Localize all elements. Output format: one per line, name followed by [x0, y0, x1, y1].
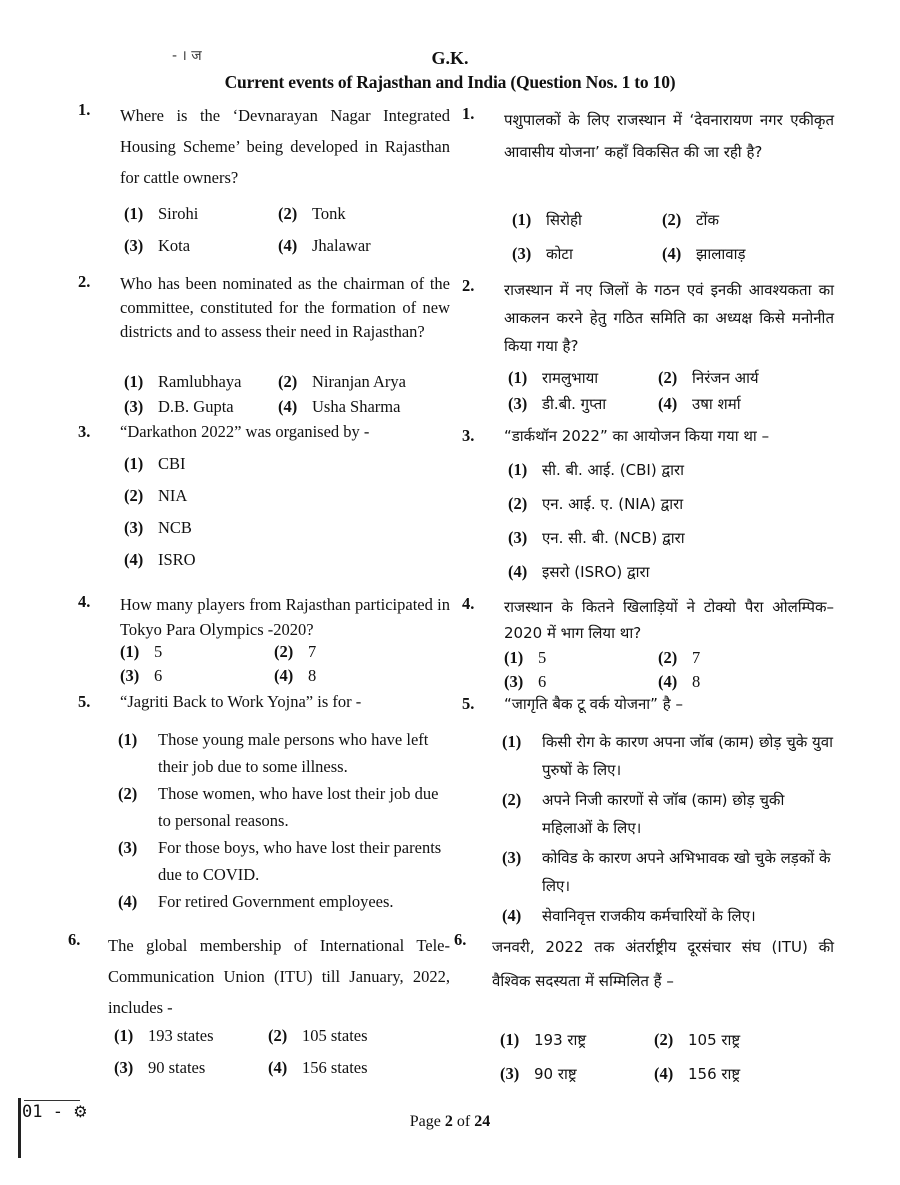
option-4: (4) इसरो (ISRO) द्वारा	[508, 562, 650, 581]
question-text: जनवरी, 2022 तक अंतर्राष्ट्रीय दूरसंचार संघ (ITU) की वैश्विक सदस्यता में सम्मिलित हैं –	[492, 938, 834, 990]
question-3-en	[78, 422, 450, 569]
question-number: 4.	[462, 594, 475, 613]
option-2: (2) टोंक	[662, 210, 719, 229]
option-2: (2) 7	[274, 642, 317, 661]
option-1: (1) 5	[120, 642, 163, 661]
question-5-en	[78, 692, 450, 911]
option-4: (4) उषा शर्मा	[658, 394, 741, 413]
option-3: (3) 6	[504, 672, 547, 691]
question-number: 6.	[454, 930, 467, 949]
option-1: (1) 193 states	[114, 1026, 214, 1045]
option-3: (3) एन. सी. बी. (NCB) द्वारा	[508, 528, 685, 547]
option-3: (3) कोटा	[512, 244, 573, 263]
question-3-hi	[462, 426, 834, 581]
question-number: 3.	[462, 426, 475, 445]
option-1: (1) किसी रोग के कारण अपना जॉब (काम) छोड़ चुके युवा पुरुषों के लिए।	[502, 732, 833, 779]
option-4: (4) For retired Government employees.	[118, 892, 394, 911]
option-1: (1) Ramlubhaya	[124, 372, 242, 391]
option-2: (2) 105 राष्ट्र	[654, 1030, 741, 1049]
option-4: (4) ISRO	[124, 550, 196, 569]
question-number: 2.	[78, 272, 91, 291]
question-2-hi	[462, 276, 834, 413]
question-6-en	[68, 930, 450, 1077]
question-2-en	[78, 272, 450, 416]
option-4: (4) 8	[274, 666, 317, 685]
option-1: (1) Those young male persons who have left their job due to some illness.	[118, 730, 429, 776]
option-4: (4) 156 राष्ट्र	[654, 1064, 741, 1083]
option-2: (2) Those women, who have lost their job due to personal reasons.	[118, 784, 439, 830]
option-4: (4) झालावाड़	[662, 244, 746, 263]
question-text: “डार्कथॉन 2022” का आयोजन किया गया था –	[504, 427, 770, 445]
footer-divider	[24, 1100, 80, 1101]
question-6-hi	[454, 930, 834, 1083]
option-3: (3) Kota	[124, 236, 191, 255]
question-text: “Jagriti Back to Work Yojna” is for -	[120, 692, 362, 711]
option-3: (3) 90 states	[114, 1058, 206, 1077]
option-3: (3) NCB	[124, 518, 192, 537]
question-text: “Darkathon 2022” was organised by -	[120, 422, 370, 441]
question-text: “जागृति बैक टू वर्क योजना” है –	[504, 695, 683, 713]
question-number: 1.	[78, 100, 91, 119]
question-number: 4.	[78, 592, 91, 611]
question-4-hi	[462, 594, 834, 691]
question-text: Where is the ‘Devnarayan Nagar Integrated Housing Scheme’ being developed in Rajasthan for cattle owners?	[120, 106, 450, 187]
option-1: (1) Sirohi	[124, 204, 199, 223]
question-number: 1.	[462, 104, 475, 123]
option-1: (1) CBI	[124, 454, 186, 473]
option-1: (1) रामलुभाया	[508, 368, 599, 387]
booklet-code-text: 01 -	[22, 1102, 63, 1122]
option-3: (3) डी.बी. गुप्ता	[508, 394, 607, 413]
option-1: (1) सिरोही	[512, 210, 582, 229]
option-1: (1) 193 राष्ट्र	[500, 1030, 587, 1049]
option-4: (4) Usha Sharma	[278, 397, 401, 416]
option-2: (2) 105 states	[268, 1026, 368, 1045]
option-2: (2) NIA	[124, 486, 188, 505]
question-number: 5.	[78, 692, 91, 711]
option-2: (2) निरंजन आर्य	[658, 368, 759, 387]
option-2: (2) अपने निजी कारणों से जॉब (काम) छोड़ चुकी महिलाओं के लिए।	[502, 790, 785, 837]
question-text: The global membership of International Tele-Communication Union (ITU) till January, 2022, includes -	[108, 936, 450, 1017]
question-1-hi	[462, 104, 834, 263]
option-3: (3) 6	[120, 666, 163, 685]
option-2: (2) एन. आई. ए. (NIA) द्वारा	[508, 494, 684, 513]
option-4: (4) 156 states	[268, 1058, 368, 1077]
question-text: Who has been nominated as the chairman of the committee, constituted for the formation of new districts and to assess their need in Rajasthan?	[120, 274, 450, 341]
option-3: (3) For those boys, who have lost their parents due to COVID.	[118, 838, 442, 884]
option-1: (1) 5	[504, 648, 547, 667]
page-indicator: Page 2 of 24	[409, 1113, 491, 1130]
option-4: (4) सेवानिवृत्त राजकीय कर्मचारियों के लिए।	[502, 906, 756, 925]
option-4: (4) Jhalawar	[278, 236, 371, 255]
question-text: पशुपालकों के लिए राजस्थान में ‘देवनारायण नगर एकीकृत आवासीय योजना’ कहाँ विकसित की जा रही है?	[504, 111, 834, 161]
subject-heading: G.K.	[431, 48, 469, 68]
question-number: 5.	[462, 694, 475, 713]
question-4-en	[78, 592, 450, 685]
option-1: (1) सी. बी. आई. (CBI) द्वारा	[508, 460, 684, 479]
question-number: 6.	[68, 930, 81, 949]
corner-marks: - । ज	[172, 48, 202, 64]
option-3: (3) कोविड के कारण अपने अभिभावक खो चुके लड़कों के लिए।	[502, 848, 831, 895]
question-text: How many players from Rajasthan participated in Tokyo Para Olympics -2020?	[120, 595, 450, 639]
option-2: (2) Tonk	[278, 204, 346, 223]
option-2: (2) Niranjan Arya	[278, 372, 406, 391]
question-text: राजस्थान के कितने खिलाड़ियों ने टोक्यो पैरा ओलम्पिक–2020 में भाग लिया था?	[504, 598, 834, 642]
option-2: (2) 7	[658, 648, 701, 667]
question-1-en	[78, 100, 450, 255]
option-3: (3) D.B. Gupta	[124, 397, 234, 416]
question-5-hi	[462, 694, 834, 925]
gear-icon: ⚙	[73, 1102, 88, 1121]
question-number: 3.	[78, 422, 91, 441]
option-3: (3) 90 राष्ट्र	[500, 1064, 577, 1083]
section-title: Current events of Rajasthan and India (Question Nos. 1 to 10)	[224, 72, 676, 92]
question-text: राजस्थान में नए जिलों के गठन एवं इनकी आवश्यकता का आकलन करने हेतु गठित समिति का अध्यक्ष किसे मनोनीत किया गया है?	[504, 281, 834, 355]
question-number: 2.	[462, 276, 475, 295]
option-4: (4) 8	[658, 672, 701, 691]
